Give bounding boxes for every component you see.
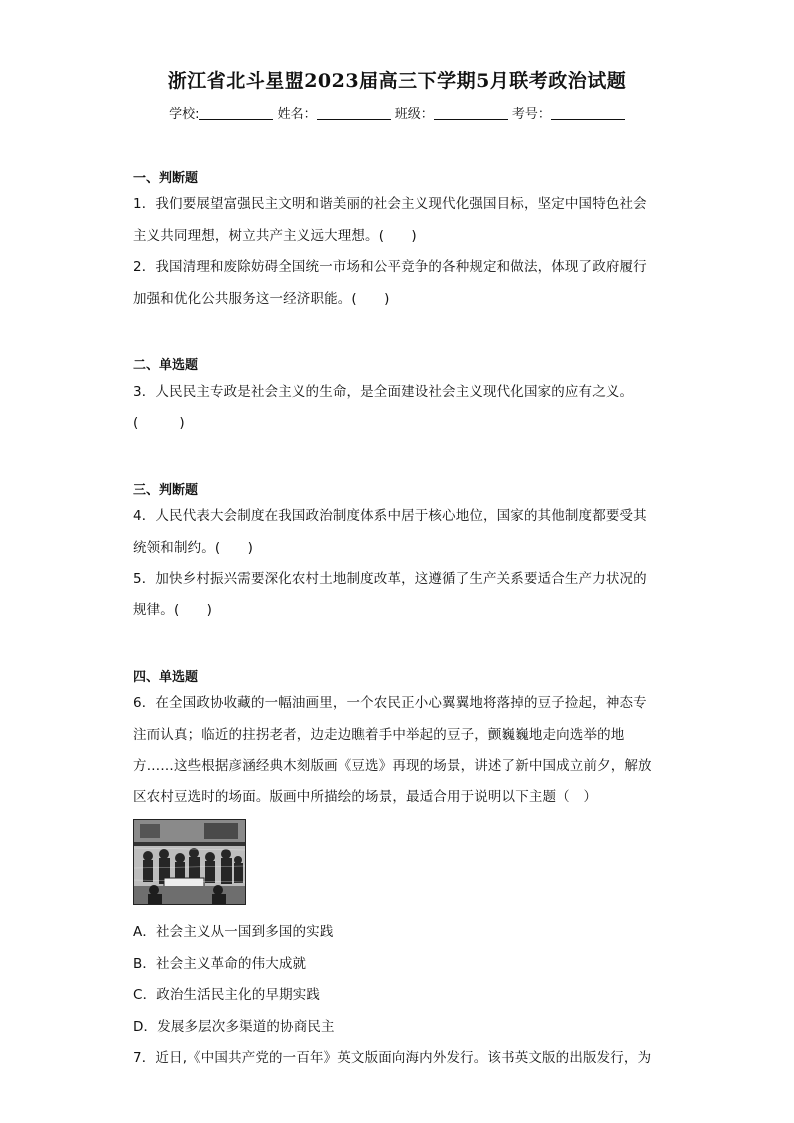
question-5-line-2: 规律。( ) bbox=[133, 602, 213, 618]
woodcut-image bbox=[133, 819, 246, 905]
section-heading-1: 一、判断题 bbox=[133, 171, 199, 186]
class-label: 班级： bbox=[394, 107, 434, 122]
question-6-line-4: 区农村豆选时的场面。版画中所描绘的场景，最适合用于说明以下主题（ ） bbox=[133, 789, 598, 805]
question-4-line-1: 4．人民代表大会制度在我国政治制度体系中居于核心地位，国家的其他制度都要受其 bbox=[133, 508, 647, 524]
question-7-line-1: 7．近日,《中国共产党的一百年》英文版面向海内外发行。该书英文版的出版发行，为 bbox=[133, 1050, 652, 1066]
name-label: 姓名： bbox=[277, 107, 317, 122]
class-blank[interactable] bbox=[434, 107, 508, 120]
question-2-line-2: 加强和优化公共服务这一经济职能。( ) bbox=[133, 291, 390, 307]
name-blank[interactable] bbox=[317, 107, 391, 120]
student-info-line bbox=[0, 103, 794, 122]
question-6-line-3: 方……这些根据彦涵经典木刻版画《豆选》再现的场景，讲述了新中国成立前夕，解放 bbox=[133, 758, 652, 774]
question-4-line-2: 统领和制约。( ) bbox=[133, 540, 254, 556]
option-a: A．社会主义从一国到多国的实践 bbox=[133, 924, 334, 940]
option-b: B．社会主义革命的伟大成就 bbox=[133, 956, 307, 972]
section-heading-3: 三、判断题 bbox=[133, 483, 199, 498]
school-blank[interactable] bbox=[199, 107, 273, 120]
question-1-line-1: 1．我们要展望富强民主文明和谐美丽的社会主义现代化强国目标，坚定中国特色社会 bbox=[133, 196, 647, 212]
option-d: D．发展多层次多渠道的协商民主 bbox=[133, 1019, 335, 1035]
question-3-line-1: 3．人民民主专政是社会主义的生命，是全面建设社会主义现代化国家的应有之义。 bbox=[133, 384, 634, 400]
school-label: 学校: bbox=[169, 107, 200, 122]
exam-number-label: 考号： bbox=[511, 107, 551, 122]
question-2-line-1: 2．我国清理和废除妨碍全国统一市场和公平竞争的各种规定和做法，体现了政府履行 bbox=[133, 259, 647, 275]
question-6-line-1: 6．在全国政协收藏的一幅油画里，一个农民正小心翼翼地将落掉的豆子捡起，神态专 bbox=[133, 695, 647, 711]
question-5-line-1: 5．加快乡村振兴需要深化农村土地制度改革，这遵循了生产关系要适合生产力状况的 bbox=[133, 571, 647, 587]
section-heading-4: 四、单选题 bbox=[133, 670, 199, 685]
page-title: 浙江省北斗星盟2023届高三下学期5月联考政治试题 bbox=[167, 70, 627, 92]
question-1-line-2: 主义共同理想，树立共产主义远大理想。( ) bbox=[133, 228, 417, 244]
option-c: C．政治生活民主化的早期实践 bbox=[133, 987, 321, 1003]
exam-number-blank[interactable] bbox=[551, 107, 625, 120]
woodcut-illustration bbox=[134, 820, 245, 904]
question-6-line-2: 注而认真；临近的拄拐老者，边走边瞧着手中举起的豆子，颤巍巍地走向选举的地 bbox=[133, 727, 625, 743]
question-3-line-2: ( ) bbox=[133, 415, 185, 431]
section-heading-2: 二、单选题 bbox=[133, 358, 199, 373]
